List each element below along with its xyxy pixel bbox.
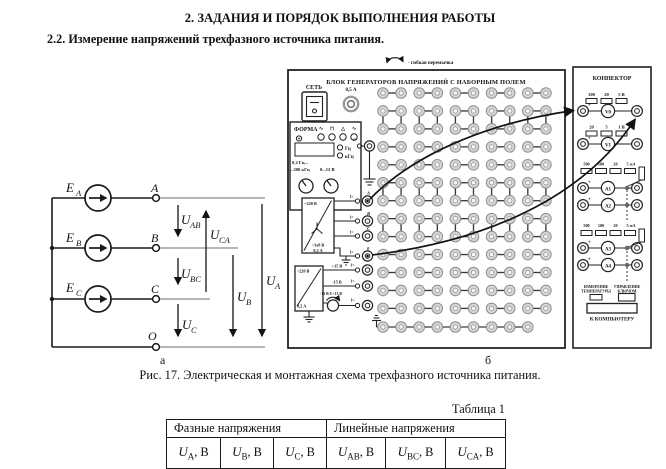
grid-socket-hole [453,306,457,310]
v0-meter [601,104,614,117]
grid-socket-hole [417,216,421,220]
voltage-label-sub: AB [190,220,201,230]
v0-range-label: 20 [604,92,609,97]
grid-socket-hole [489,181,493,185]
junction-dot [50,246,54,250]
voltage-label-sub: A [275,281,281,291]
voltage-label: U [182,317,192,332]
voltage-label: U [237,289,247,304]
grid-socket-hole [453,91,457,95]
grid-socket-hole [453,145,457,149]
jumper-arrow-icon [387,58,403,63]
waveform-triangle-icon: △ [341,127,345,132]
source-label: E [66,180,74,195]
terminal-label: C [151,282,160,296]
grid-socket-hole [526,234,530,238]
terminal-label: O [148,329,157,343]
grid-socket-hole [381,288,385,292]
grid-socket-hole [489,234,493,238]
v1-range-label: 20 [589,124,594,130]
a3-junction-dot [625,246,629,250]
source-label-sub: C [76,288,82,298]
jack-letter: С [367,226,371,231]
grid-socket-hole [471,234,475,238]
grid-socket-hole [471,91,475,95]
grid-socket-hole [489,306,493,310]
grid-socket-hole [399,306,403,310]
plus-mark: + [588,240,591,246]
freq-range-hi: ...200 кГц [290,167,310,172]
svg-text:V0: V0 [604,110,612,116]
grid-socket-hole [435,252,439,256]
grid-socket-hole [435,216,439,220]
voltage-label-sub: B [246,297,252,307]
grid-socket-hole [453,181,457,185]
connector-panel-title: КОННЕКТОР [592,76,632,82]
terminal-label: A [151,181,159,195]
grid-socket-hole [544,91,548,95]
grid-socket-hole [399,234,403,238]
key-label-line1: УПРАВЛЕНИЕ [613,285,641,289]
grid-socket-hole [471,306,475,310]
grid-socket-hole [417,199,421,203]
grid-socket-hole [417,109,421,113]
section-heading: 2.2. Измерение напряжений трехфазного источника питания. [47,32,384,46]
grid-socket-hole [417,306,421,310]
grid-socket-hole [399,216,403,220]
grid-socket-hole [381,109,385,113]
a34-range-label: 20 [613,223,618,228]
a12-range-label: 5 мА [626,161,636,167]
svg-text:V1: V1 [604,143,612,149]
grid-socket-hole [526,270,530,274]
grid-socket-hole [435,306,439,310]
grid-socket-hole [526,252,530,256]
grid-socket-hole [489,199,493,203]
grid-socket-hole [544,163,548,167]
table-cell-uab: $U_{AB}$, В [327,438,386,469]
source-label: E [66,280,74,295]
svg-text:A4: A4 [604,264,612,270]
table-cell-uc: $U_C$, В [274,438,327,469]
hz-label: Гц [345,147,351,152]
grid-socket-hole [435,270,439,274]
grid-socket-hole [453,127,457,131]
grid-socket-hole [453,288,457,292]
grid-socket-hole [526,91,530,95]
computer-label: К КОМПЬЮТЕРУ [589,316,635,323]
khz-label: кГц [345,155,354,160]
grid-socket-hole [471,325,475,329]
plus-mark: + [588,180,591,186]
svg-text:A3: A3 [604,247,612,253]
grid-socket-hole [453,109,457,113]
source-label: E [66,230,74,245]
temp-label-line1: ИЗМЕРЕНИЕ [583,285,609,289]
temp-label-line2: ТЕМПЕРАТУРЫ [581,289,611,294]
a12-range-label: 100 [597,161,605,167]
amplitude-range: 0...12 В [320,167,335,172]
grid-socket-hole [381,181,385,185]
grid-socket-hole [526,145,530,149]
grid-socket-hole [399,127,403,131]
voltage-label: U [210,227,220,242]
grid-socket-hole [489,109,493,113]
grid-socket-hole [508,199,512,203]
grid-socket-hole [508,91,512,95]
voltage-label-sub: C [191,325,197,335]
waveform-sine-icon: ∿ [318,127,324,132]
grid-socket-hole [381,199,385,203]
table-title: Таблица 1 [452,402,505,416]
grid-socket-hole [399,325,403,329]
table-cell-ub: $U_B$, В [221,438,274,469]
circuit-diagram [50,180,281,365]
grid-socket-hole [453,270,457,274]
grid-socket-hole [471,109,475,113]
terminal-a [153,195,160,202]
protection-label: 1> [350,298,355,303]
jack-letter: 0 [367,246,370,251]
grid-socket-hole [471,288,475,292]
grid-socket-hole [508,234,512,238]
grid-socket-hole [526,109,530,113]
grid-socket-hole [526,181,530,185]
jack-letter: А [367,190,371,196]
grid-socket-hole [508,325,512,329]
source-ec [85,286,111,312]
circuit-wiring [52,198,152,347]
terminal-label: B [151,231,159,245]
grid-socket-hole [471,252,475,256]
grid-socket-hole [381,163,385,167]
grid-socket-hole [417,252,421,256]
grid-socket-hole [399,252,403,256]
grid-socket-hole [435,109,439,113]
terminal-c [153,296,160,303]
subfigure-label-b: б [485,353,492,365]
grid-socket-hole [453,252,457,256]
grid-socket-hole [381,306,385,310]
dc-current: 0,2 А [297,303,307,309]
source-label-sub: B [76,238,82,248]
grid-socket-hole [435,234,439,238]
grid-socket-hole [489,163,493,167]
fuse-label: 0,5 А [345,88,357,93]
plus-mark: + [588,197,591,203]
grid-socket-hole [526,325,530,329]
source-label-sub: A [76,188,82,198]
svg-text:A1: A1 [604,187,612,193]
grid-socket-hole [508,145,512,149]
grid-socket-hole [544,145,548,149]
waveform-square-icon: ⊓ [330,127,334,132]
grid-socket-hole [453,216,457,220]
terminal-b [153,245,160,252]
v1-range-label: 1 В [618,124,625,130]
subfigure-label-a: а [160,353,166,365]
measurement-table [166,419,506,469]
grid-socket-hole [526,199,530,203]
a34-range-label: 100 [597,223,605,228]
a4-meter [601,258,614,271]
grid-socket-hole [471,270,475,274]
protection-label: 1> [349,230,354,235]
table-cell-uca: $U_{CA}$, В [446,438,506,469]
grid-socket-hole [381,145,385,149]
grid-socket-hole [544,234,548,238]
protection-label: 1> [350,263,355,268]
grid-socket-hole [544,216,548,220]
grid-socket-hole [417,234,421,238]
output-current: 0,2 А [313,248,323,253]
grid-socket-hole [471,181,475,185]
grid-socket-hole [489,270,493,274]
grid-socket-hole [435,199,439,203]
frequency-display [295,143,334,156]
v0-range-label: 100 [588,92,595,97]
grid-socket-hole [399,270,403,274]
grid-socket-hole [544,181,548,185]
dc-input-voltage: ~220 В [297,268,310,274]
grid-socket-hole [526,288,530,292]
grid-socket-hole [435,288,439,292]
a2-meter [601,198,614,211]
svg-text:A2: A2 [604,204,612,210]
connector-panel [573,67,651,348]
table-group-phase: Фазные напряжения [167,420,327,438]
grid-socket-hole [453,163,457,167]
grid-socket-hole [544,109,548,113]
grid-socket-hole [381,234,385,238]
plus-mark: + [588,257,591,263]
a2-junction-dot [625,203,629,207]
grid-socket-hole [544,270,548,274]
grid-socket-hole [399,199,403,203]
source-eb [85,235,111,261]
grid-socket-hole [544,288,548,292]
jumper-note-text: - гибкая перемычка [408,61,454,66]
grid-socket-hole [381,270,385,274]
grid-socket-hole [471,127,475,131]
grid-socket-hole [399,91,403,95]
table-cell-ubc: $U_{BC}$, В [386,438,446,469]
v1-range-label: 5 [605,124,608,130]
grid-socket-hole [417,270,421,274]
grid-socket-hole [526,163,530,167]
forma-title: ФОРМА [294,127,318,133]
grid-socket-hole [508,252,512,256]
grid-socket-hole [417,91,421,95]
power-label: СЕТЬ [305,85,323,91]
grid-socket-hole [526,306,530,310]
grid-socket-hole [508,306,512,310]
input-voltage: ~220 В [304,201,317,206]
grid-socket-hole [489,91,493,95]
a34-range-label: 5 мА [626,223,636,228]
a34-range-label: 500 [583,223,590,228]
grid-socket-hole [435,325,439,329]
voltage-label: U [181,266,191,281]
grid-socket-hole [489,216,493,220]
grid-socket-hole [435,145,439,149]
grid-socket-hole [399,145,403,149]
grid-socket-hole [381,216,385,220]
grid-socket-hole [417,288,421,292]
grid-socket-hole [381,325,385,329]
grid-socket-hole [489,288,493,292]
grid-socket-hole [508,127,512,131]
grid-socket-hole [399,109,403,113]
a4-junction-dot [625,263,629,267]
v0-range-label: 5 В [618,92,625,97]
grid-socket-hole [471,199,475,203]
protection-label: 1> [349,195,354,199]
grid-socket-hole [381,127,385,131]
a1-meter [601,181,614,194]
grid-socket-hole [435,127,439,131]
grid-socket-hole [417,325,421,329]
waveform-sine2-icon: ∿ [351,127,357,132]
jack-letter: В [367,211,371,216]
grid-socket-hole [471,145,475,149]
grid-socket-hole [489,325,493,329]
plus15-label: +15 В [331,263,343,269]
var-range-label: -13 В 0 +13 В [320,292,342,296]
grid-socket-hole [453,325,457,329]
junction-dot [50,297,54,301]
source-ea [85,185,111,211]
grid-socket-hole [508,163,512,167]
grid-socket-hole [508,109,512,113]
grid-socket-hole [489,145,493,149]
voltage-label: U [181,212,191,227]
voltage-label-sub: BC [190,274,201,284]
grid-socket-hole [544,252,548,256]
protection-label: 1> [349,215,354,220]
grid-socket-hole [399,163,403,167]
grid-socket-hole [471,163,475,167]
grid-socket-hole [417,181,421,185]
grid-socket-hole [417,163,421,167]
grid-socket-hole [508,181,512,185]
grid-socket-hole [526,216,530,220]
a12-range-label: 500 [583,161,590,167]
freq-range-lo: 0,2 Гц... [292,160,308,165]
output-voltage: ~3x8 В [311,242,325,248]
grid-socket-hole [417,145,421,149]
voltage-label-sub: CA [219,235,230,245]
plus-mark: + [588,103,591,109]
protection-label: 1> [349,250,354,255]
plus-mark: + [588,136,591,142]
jumper-note [387,58,454,66]
figure-caption: Рис. 17. Электрическая и монтажная схема трехфазного источника питания. [139,368,541,382]
circuit-rails [160,198,265,347]
generator-panel [288,70,565,365]
table-cell-ua: $U_A$, В [167,438,221,469]
grid-socket-hole [544,127,548,131]
grid-socket-hole [435,181,439,185]
a3-meter [601,241,614,254]
grid-socket-hole [399,288,403,292]
figure-17 [0,55,666,365]
grid-socket-hole [471,216,475,220]
grid-socket-hole [399,181,403,185]
key-label-line2: КЛЮЧОМ [617,289,637,294]
a1-junction-dot [625,186,629,190]
grid-socket-hole [453,199,457,203]
grid-socket-hole [381,91,385,95]
grid-socket-hole [508,288,512,292]
grid-socket-hole [526,127,530,131]
a12-range-label: 20 [613,161,618,167]
grid-socket-hole [435,91,439,95]
grid-socket-hole [417,127,421,131]
page-title: 2. ЗАДАНИЯ И ПОРЯДОК ВЫПОЛНЕНИЯ РАБОТЫ [184,11,496,25]
grid-socket-hole [544,306,548,310]
grid-socket-hole [489,252,493,256]
voltage-label: U [266,273,276,288]
protection-label: 1> [350,279,355,284]
generator-panel-title: БЛОК ГЕНЕРАТОРОВ НАПРЯЖЕНИЙ С НАБОРНЫМ ПОЛЕМ [326,79,526,86]
grid-socket-hole [435,163,439,167]
protection-label: 1> [353,138,358,142]
terminal-o [153,344,160,351]
grid-socket-hole [508,270,512,274]
minus15-label: -15 В [332,279,342,285]
table-group-line: Линейные напряжения [327,420,506,438]
